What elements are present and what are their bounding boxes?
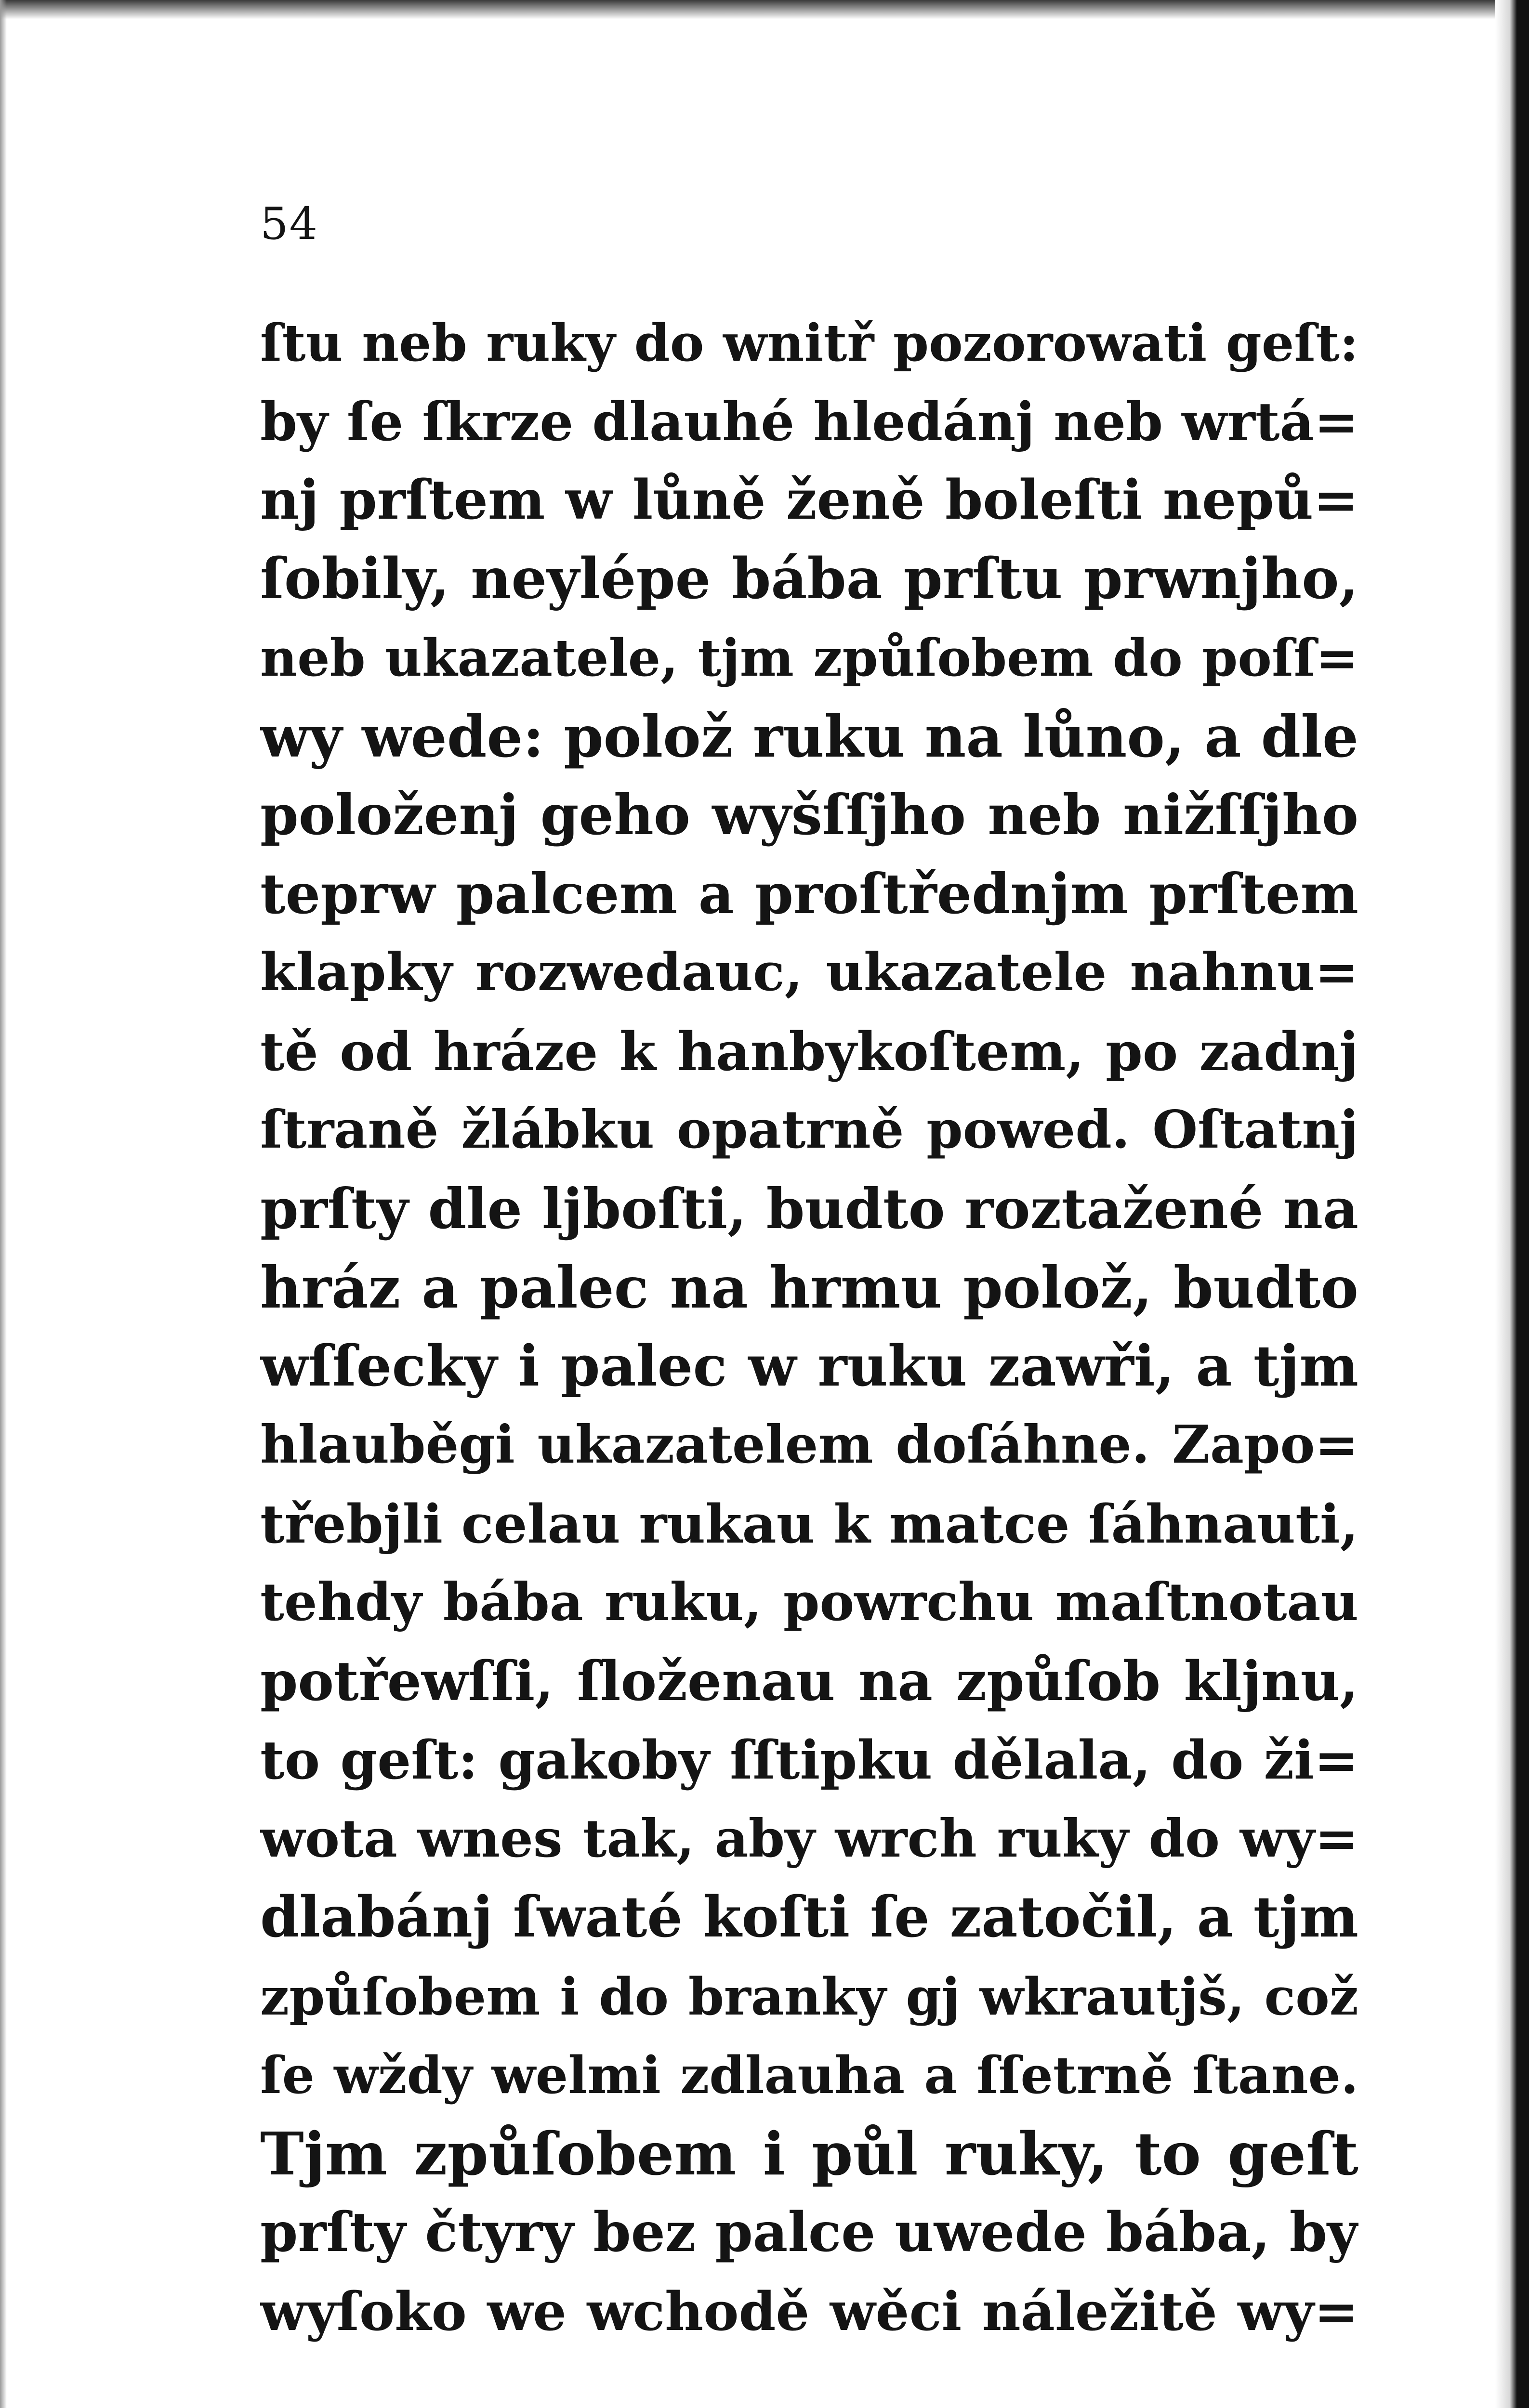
text-line: klapky rozwedauc, ukazatele nahnu= xyxy=(260,942,1358,1003)
text-line: ſobily, neylépe bába prſtu prwnjho, xyxy=(260,546,1358,612)
text-line: prſty čtyry bez palce uwede bába, by xyxy=(260,2201,1358,2264)
text-line: wota wnes tak, aby wrch ruky do wy= xyxy=(260,1808,1358,1869)
text-line: ſtu neb ruky do wnitř pozorowati geſt: xyxy=(260,313,1358,373)
text-line: ſe wždy welmi zdlauha a ſſetrně ſtane. xyxy=(260,2045,1358,2105)
body-text xyxy=(260,303,1358,2351)
page-number: 54 xyxy=(260,198,319,249)
text-line: to geſt: gakoby ſſtipku dělala, do ži= xyxy=(260,1729,1358,1791)
text-line: tě od hráze k hanbykoſtem, po zadnj xyxy=(260,1020,1358,1083)
text-line: Tjm způſobem i půl ruky, to geſt xyxy=(260,2119,1358,2188)
text-line: by ſe ſkrze dlauhé hledánj neb wrtá= xyxy=(260,390,1358,453)
text-line: wyſoko we wchodě wěci náležitě wy= xyxy=(260,2280,1358,2343)
text-line: wſſecky i palec w ruku zawři, a tjm xyxy=(260,1333,1358,1399)
text-line: potřewſſi, ſloženau na způſob kljnu, xyxy=(260,1649,1358,1713)
text-line: dlabánj ſwaté koſti ſe zatočil, a tjm xyxy=(260,1885,1358,1950)
text-line: hráz a palec na hrmu polož, budto xyxy=(260,1254,1358,1321)
scan-shadow-left xyxy=(0,0,7,2408)
text-line: nj prſtem w lůně ženě boleſti nepů= xyxy=(260,469,1358,532)
scan-shadow-right xyxy=(1495,0,1529,2408)
text-line: tehdy bába ruku, powrchu maſtnotau xyxy=(260,1572,1358,1633)
text-line: hlauběgi ukazatelem doſáhne. Zapo= xyxy=(260,1414,1358,1475)
text-line: prſty dle ljboſti, budto roztažené na xyxy=(260,1176,1358,1241)
scan-shadow-top xyxy=(0,0,1529,19)
text-line: ſtraně žlábku opatrně powed. Oſtatnj xyxy=(260,1099,1358,1160)
text-line: neb ukazatele, tjm způſobem do poſſ= xyxy=(260,628,1358,688)
text-line: teprw palcem a proſtřednjm prſtem xyxy=(260,861,1358,926)
text-line: položenj geho wyšſſjho neb nižſſjho xyxy=(260,783,1358,847)
text-line: třebjli celau rukau k matce ſáhnauti, xyxy=(260,1492,1358,1555)
text-line: způſobem i do branky gj wkrautjš, což xyxy=(260,1966,1358,2027)
text-line: wy wede: polož ruku na lůno, a dle xyxy=(260,703,1358,770)
